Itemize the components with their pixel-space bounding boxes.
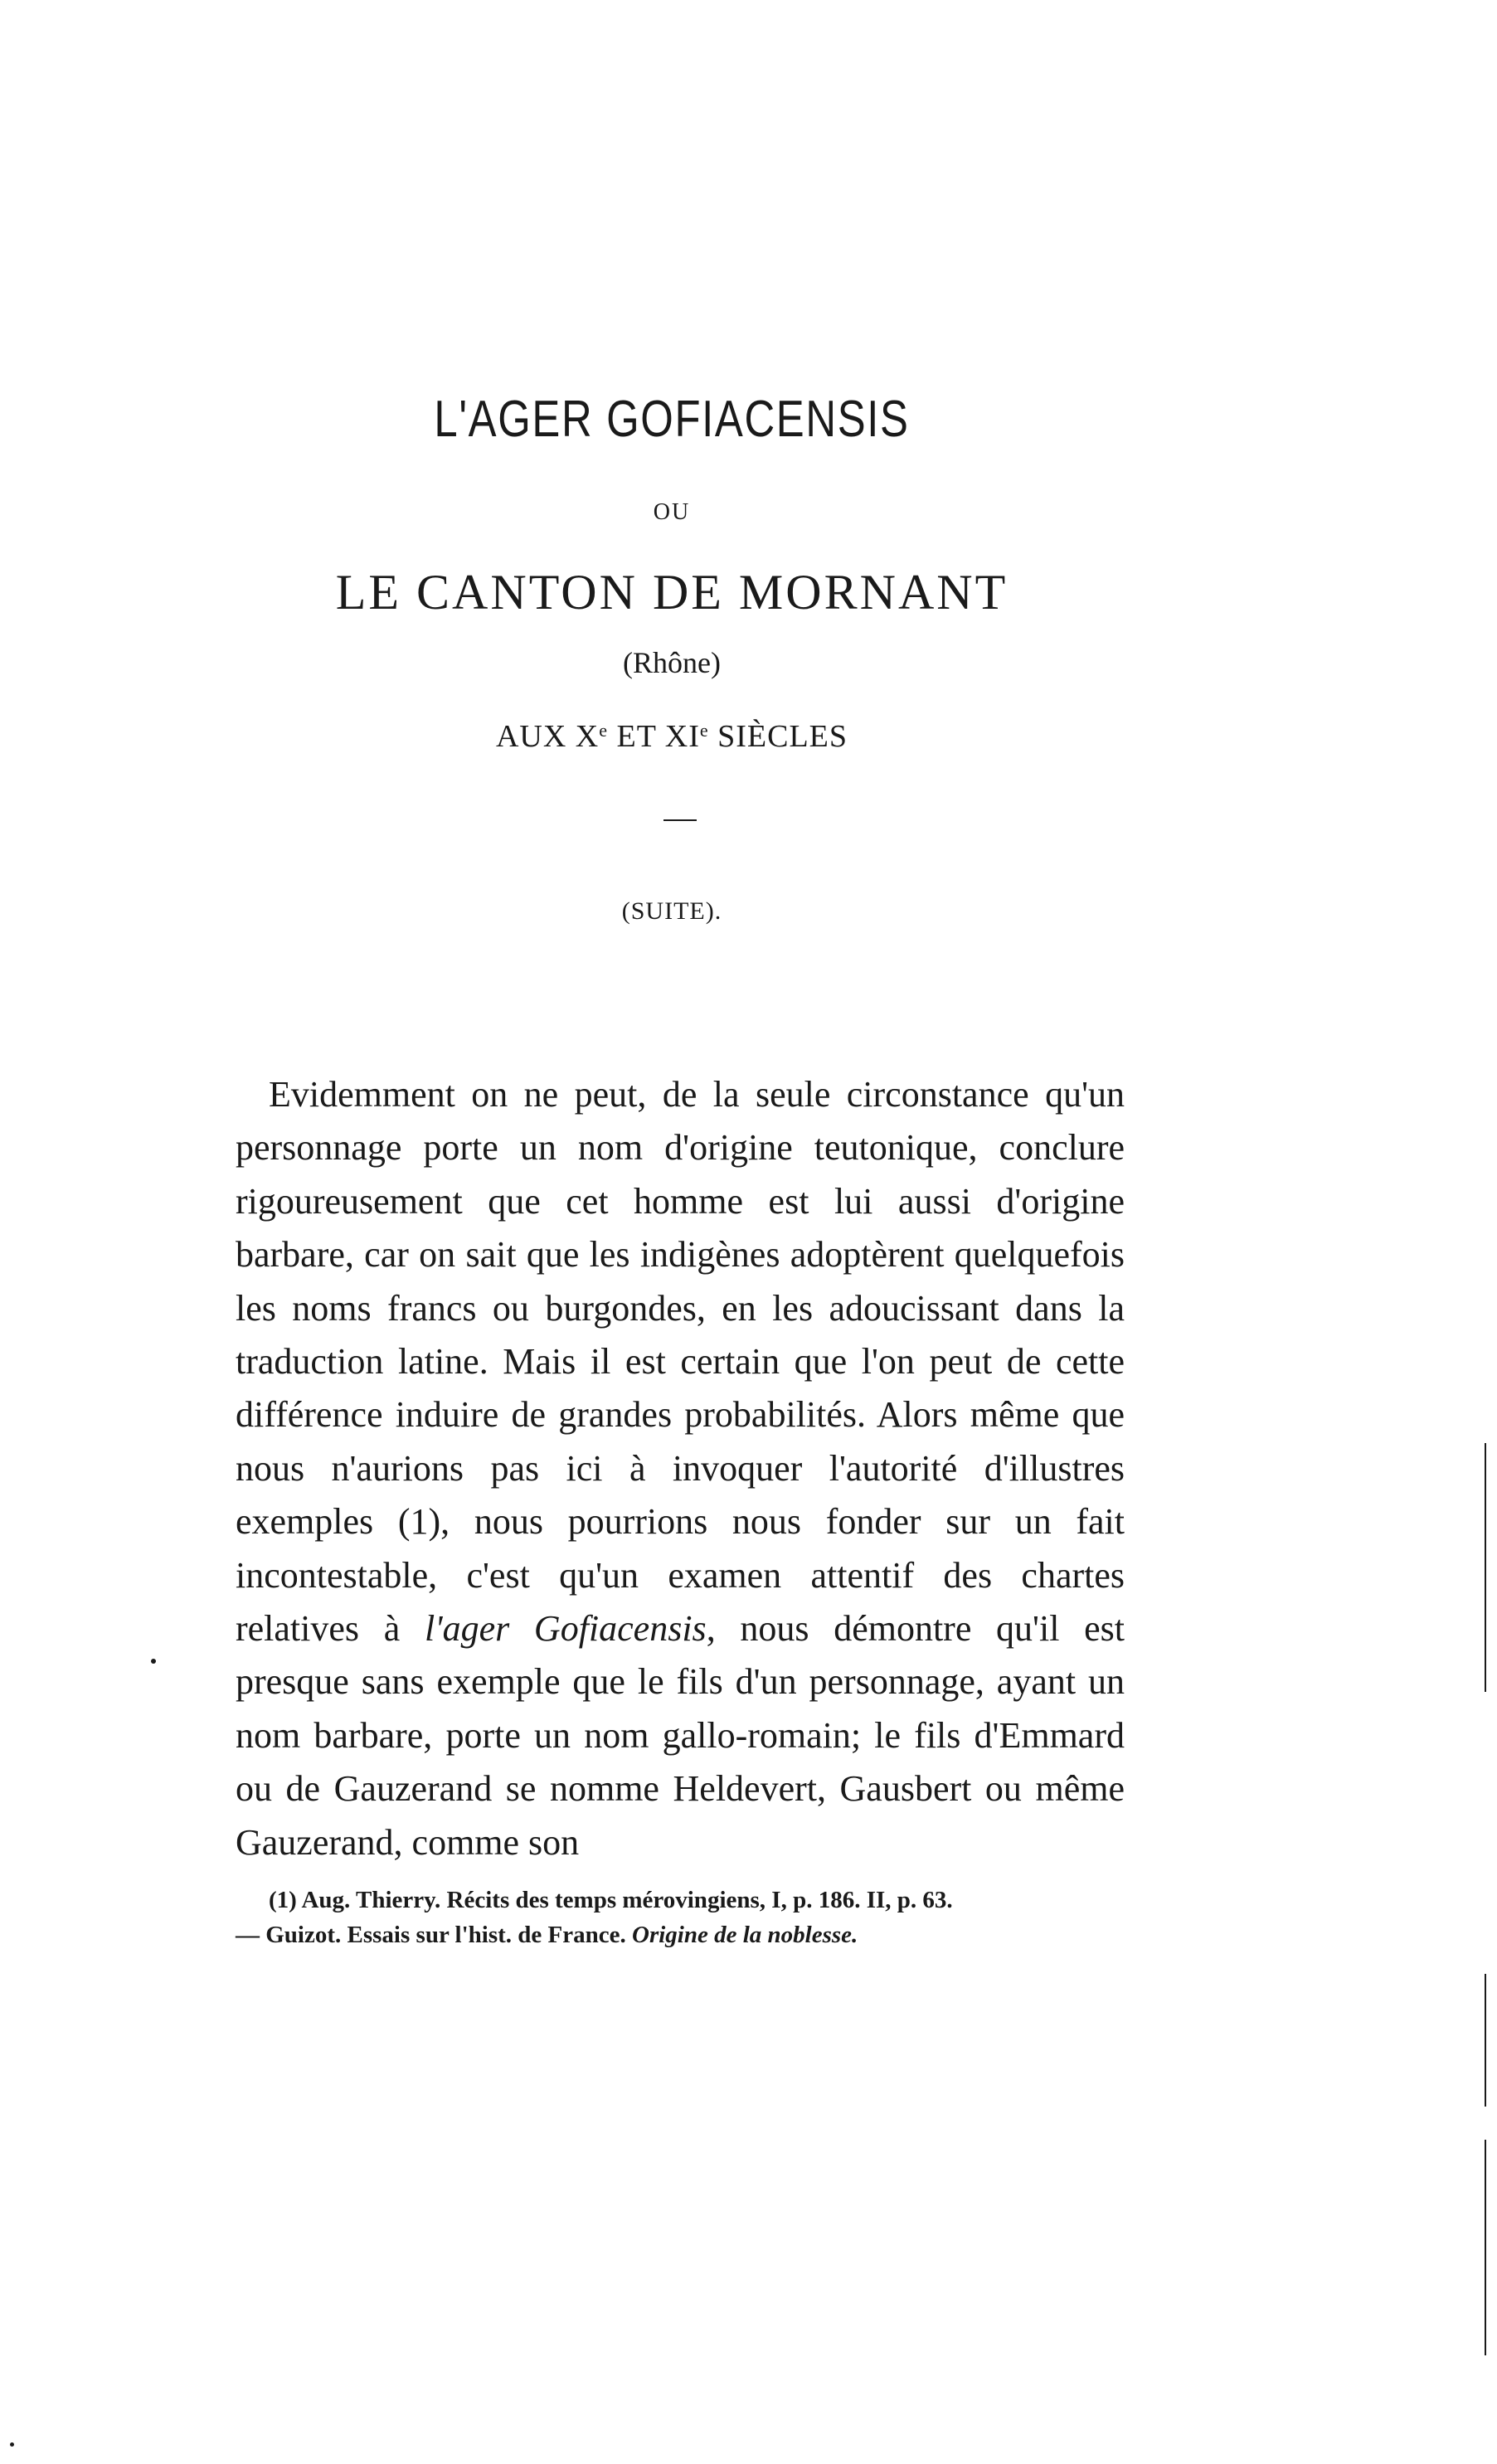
body-text bbox=[236, 1068, 1125, 1869]
body-text-part-1: Evidemment on ne peut, de la seule circonstance qu'un personnage porte un nom d'origine teutonique, conclure rigoureusement que cet homme est lui aussi d'origine barbare, car on sait que les indigènes adoptèrent quelquefois les noms francs ou burgondes, en les adoucissant dans la traduction latine. Mais il est certain que l'on peut de cette différence induire de grandes probabilités. Alors même que nous n'aurions pas ici à invoquer l'autorité d'illustres exemples (1), nous pourrions nous fonder sur un fait incontestable, c'est qu'un examen attentif des chartes relatives à bbox=[236, 1074, 1125, 1650]
centuries-prefix: AUX X bbox=[495, 719, 600, 754]
page-title: L'AGER GOFIACENSIS bbox=[434, 391, 910, 448]
region-label: (Rhône) bbox=[623, 646, 721, 679]
suite-label: (SUITE). bbox=[621, 897, 722, 925]
footnote-line-1: (1) Aug. Thierry. Récits des temps mérovingiens, I, p. 186. II, p. 63. bbox=[269, 1887, 953, 1913]
title-conjunction: OU bbox=[653, 499, 691, 525]
scan-artifact-dot bbox=[151, 1659, 156, 1664]
centuries-superscript-2: e bbox=[699, 720, 709, 741]
centuries-middle: ET XI bbox=[608, 719, 700, 754]
footnote-line-2 bbox=[236, 1917, 1148, 1952]
centuries-heading bbox=[0, 718, 1344, 755]
scan-artifact-line bbox=[1485, 1974, 1486, 2107]
footnote-line-2-italic: Origine de la noblesse. bbox=[632, 1922, 858, 1948]
centuries-superscript-1: e bbox=[599, 720, 609, 741]
scan-artifact-line bbox=[1485, 2140, 1486, 2355]
centuries-suffix: SIÈCLES bbox=[708, 719, 848, 754]
body-text-part-3: , nous démontre qu'il est presque sans exemple que le fils d'un personnage, ayant un nom barbare, porte un nom gallo-romain; le fils d'Emmard ou de Gauzerand se nomme Heldevert, Gausbert ou même Gauzerand, comme son bbox=[236, 1608, 1125, 1863]
body-paragraph bbox=[236, 1068, 1125, 1869]
footnote-line-2-text: — Guizot. Essais sur l'hist. de France. bbox=[236, 1922, 632, 1948]
scan-artifact-line bbox=[1485, 1443, 1486, 1692]
scan-artifact-dot bbox=[10, 2442, 14, 2447]
page-subtitle: LE CANTON DE MORNANT bbox=[335, 565, 1009, 620]
footnotes bbox=[236, 1883, 1148, 1952]
body-text-italic: l'ager Gofiacensis bbox=[424, 1608, 707, 1650]
heading-divider bbox=[663, 819, 697, 821]
